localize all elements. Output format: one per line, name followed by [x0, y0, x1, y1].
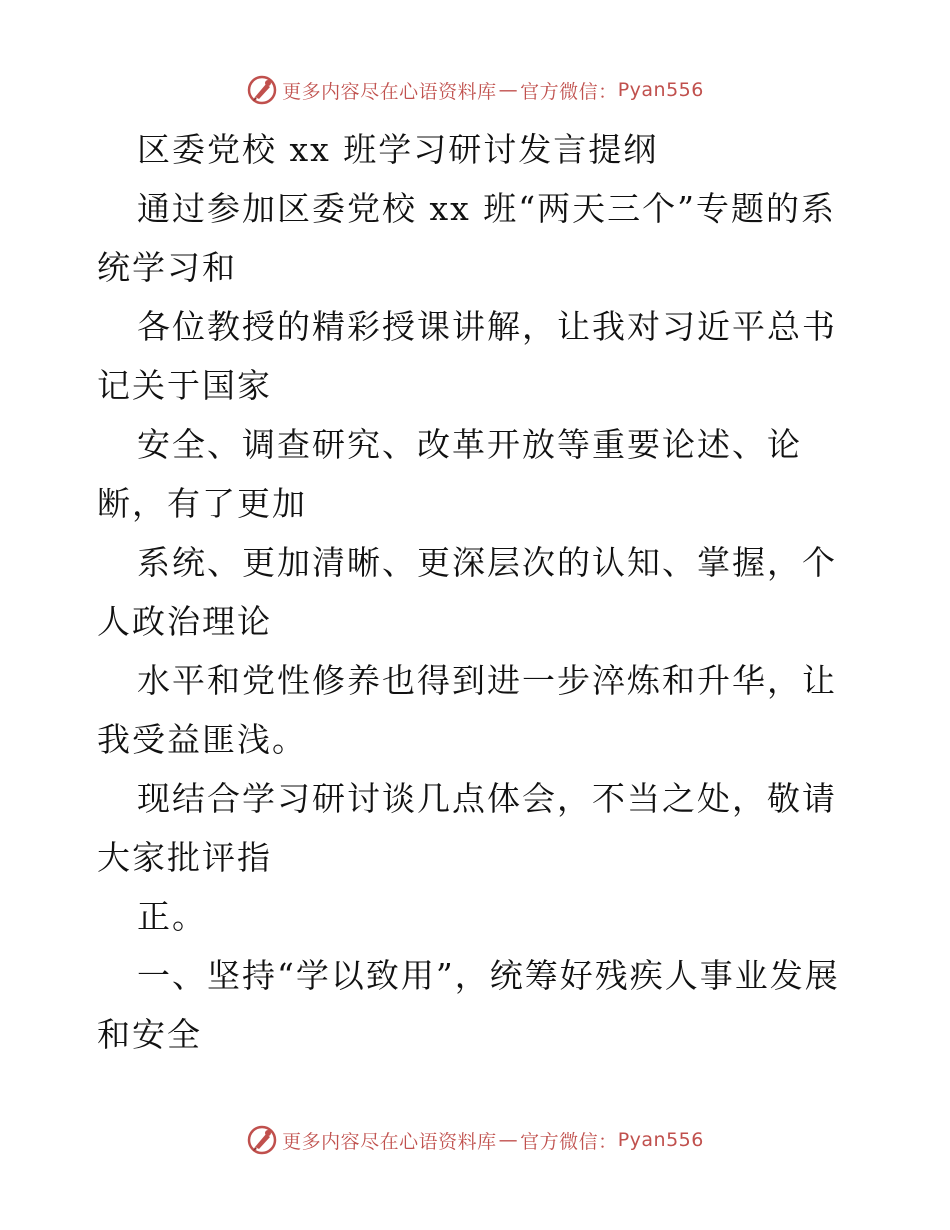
watermark-text: 更多内容尽在心语资料库 [282, 1130, 497, 1153]
paragraph: 安全、调查研究、改革开放等重要论述、论断，有了更加 [97, 425, 802, 523]
watermark-text: 更多内容尽在心语资料库 [282, 80, 497, 103]
pen-logo-icon [246, 1124, 278, 1156]
watermark-label: 官方微信： [520, 80, 618, 103]
header-watermark [0, 70, 950, 110]
paragraph: 现结合学习研讨谈几点体会，不当之处，敬请大家批评指 [97, 779, 837, 877]
watermark-label: 官方微信： [520, 1130, 618, 1153]
paragraph: 水平和党性修养也得到进一步淬炼和升华，让我受益匪浅。 [97, 661, 837, 759]
paragraph: 各位教授的精彩授课讲解，让我对习近平总书记关于国家 [97, 307, 837, 405]
watermark-separator: — [498, 79, 519, 101]
watermark-id: Pyan556 [617, 79, 704, 101]
watermark-id: Pyan556 [617, 1129, 704, 1151]
pen-logo-icon [246, 74, 278, 106]
document-title: 区委党校 xx 班学习研讨发言提纲 [137, 130, 659, 169]
paragraph: 系统、更加清晰、更深层次的认知、掌握，个人政治理论 [97, 543, 837, 641]
paragraph: 正。 [137, 897, 207, 936]
paragraph: 通过参加区委党校 xx 班“两天三个”专题的系统学习和 [97, 189, 836, 287]
watermark-separator: — [498, 1129, 519, 1151]
document-body [97, 120, 857, 1064]
footer-watermark [0, 1120, 950, 1160]
section-heading: 一、坚持“学以致用”，统筹好残疾人事业发展和安全 [97, 956, 840, 1054]
